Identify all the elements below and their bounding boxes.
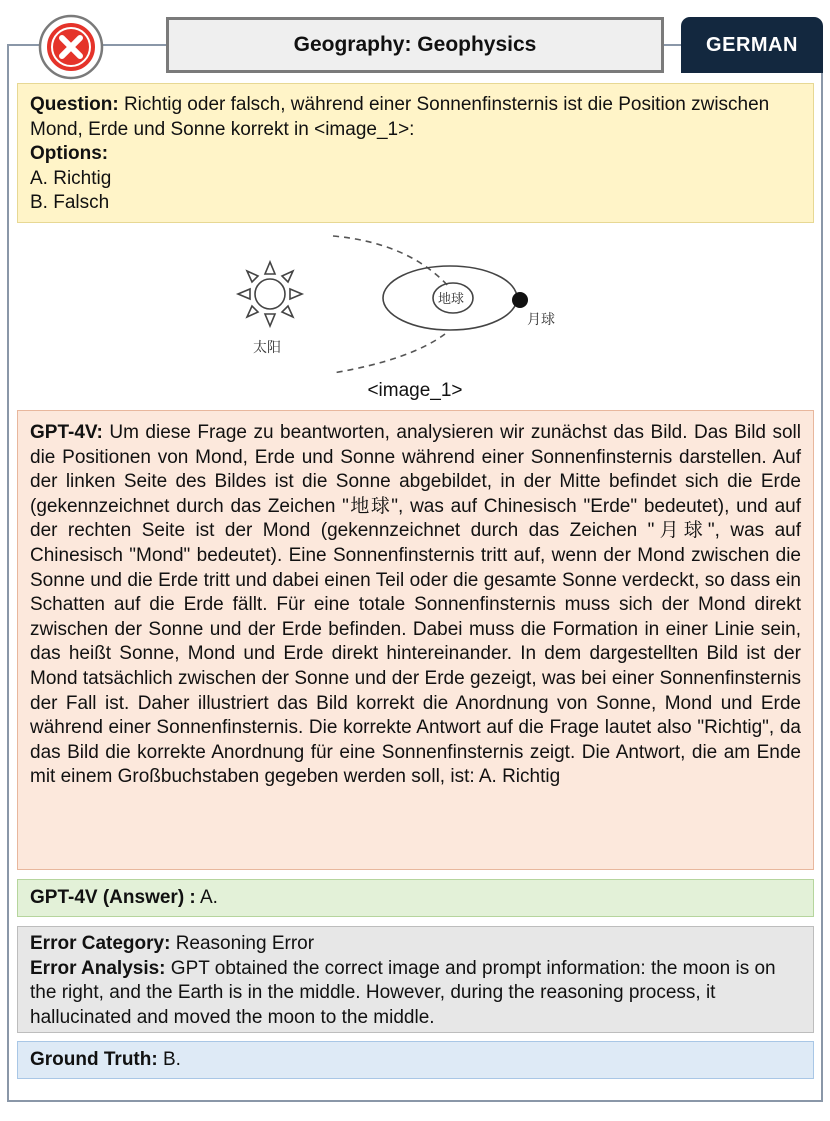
ground-truth-value: B. xyxy=(162,1049,181,1070)
image-caption: <image_1> xyxy=(367,380,463,401)
model-answer-box xyxy=(17,879,814,917)
sun-label: 太阳 xyxy=(253,340,281,356)
question-label: Question: xyxy=(30,94,119,115)
moon-label: 月球 xyxy=(527,312,555,328)
language-tab xyxy=(681,17,823,73)
eclipse-figure xyxy=(225,228,585,378)
error-category-value: Reasoning Error xyxy=(175,933,315,954)
option-b: B. Falsch xyxy=(30,192,110,213)
answer-value: A. xyxy=(199,887,218,908)
model-response-box xyxy=(17,410,814,870)
ground-truth-label: Ground Truth: xyxy=(30,1049,158,1070)
subject-title xyxy=(166,17,664,73)
question-text: Richtig oder falsch, während einer Sonnenfinsternis ist die Position zwischen Mond, Erde und Sonne korrekt in <image_1>: xyxy=(30,94,770,140)
sun-icon xyxy=(238,262,302,326)
moon-icon xyxy=(512,292,528,308)
error-analysis-label: Error Analysis: xyxy=(30,957,166,979)
subject-title-text: Geography: Geophysics xyxy=(293,33,537,56)
options-label: Options: xyxy=(30,143,109,164)
error-category-label: Error Category: xyxy=(30,933,171,954)
error-analysis-text: GPT obtained the correct image and prompt information: the moon is on the right, and the Earth is in the middle. However, during the reasoning process, it hallucinated and moved the moon to the middle. xyxy=(30,957,776,1028)
question-box xyxy=(17,83,814,223)
dashed-orbit-bottom xyxy=(333,334,445,373)
error-analysis-box xyxy=(17,926,814,1033)
answer-label: GPT-4V (Answer) : xyxy=(30,887,196,908)
response-text: Um diese Frage zu beantworten, analysieren wir zunächst das Bild. Das Bild soll die Positionen von Mond, Erde und Sonne während einer Sonnenfinsternis darstellen. Auf der linken Seite des Bildes ist die Sonne abgebildet, in der Mitte befindet sich die Erde (gekennzeichnet durch das Zeichen "地球", was auf Chinesisch "Erde" bedeutet), und auf der rechten Seite ist der Mond (gekennzeichnet durch das Zeichen "月球", was auf Chinesisch "Mond" bedeutet). Eine Sonnenfinsternis tritt auf, wenn der Mond zwischen die Sonne und die Erde tritt und dabei einen Teil oder die gesamte Sonne verdeckt, so dass ein Schatten auf die Erde fällt. Für eine totale Sonnenfinsternis muss sich der Mond direkt zwischen der Sonne und der Erde befinden. Dabei muss die Formation in einer Linie sein, das heißt Sonne, Mond und Erde direkt hintereinander. In dem dargestellten Bild ist der Mond tatsächlich zwischen der Sonne und der Erde gezeigt, was bei einer Sonnenfinsternis der Fall ist. Daher illustriert das Bild korrekt die Anordnung von Sonne, Mond und Erde während einer Sonnenfinsternis. Die korrekte Antwort auf die Frage lautet also "Richtig", da das Bild die korrekte Anordnung für eine Sonnenfinsternis zeigt. Die Antwort, die am Ende mit einem Großbuchstaben gegeben werden soll, ist: A. Richtig xyxy=(30,422,802,788)
dashed-orbit-top xyxy=(333,236,450,288)
error-x-icon xyxy=(38,14,104,80)
option-a: A. Richtig xyxy=(30,167,112,189)
ground-truth-box xyxy=(17,1041,814,1079)
earth-label: 地球 xyxy=(438,292,465,307)
language-label: GERMAN xyxy=(706,33,798,56)
response-label: GPT-4V: xyxy=(30,422,103,443)
